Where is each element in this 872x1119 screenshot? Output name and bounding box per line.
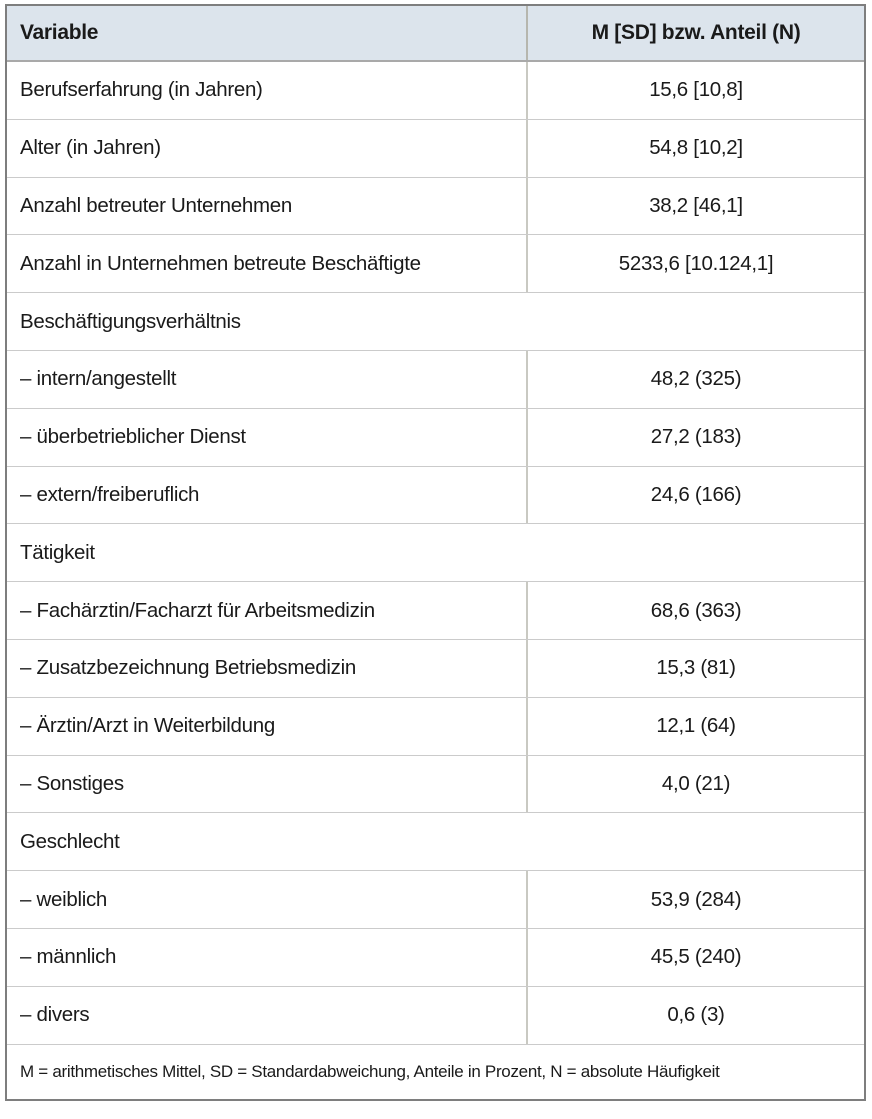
table-row: [7, 120, 864, 178]
row-label: – überbetrieblicher Dienst: [7, 409, 528, 466]
row-label: – extern/freiberuflich: [7, 467, 528, 524]
row-label: – Zusatzbezeichnung Betriebsmedizin: [7, 640, 528, 697]
row-value: 0,6 (3): [667, 1003, 725, 1027]
row-value: 38,2 [46,1]: [649, 193, 743, 217]
row-value: 53,9 (284): [650, 887, 742, 911]
row-label: Tätigkeit: [20, 540, 95, 564]
row-value: 15,3 (81): [656, 656, 736, 680]
table-row: [7, 235, 864, 293]
row-label: Alter (in Jahren): [7, 120, 528, 177]
row-label: Anzahl betreuter Unternehmen: [7, 178, 528, 235]
row-value: 68,6 (363): [650, 598, 742, 622]
row-label: – Ärztin/Arzt in Weiterbildung: [7, 698, 528, 755]
group-header-row: [7, 293, 864, 351]
row-label: Berufserfahrung (in Jahren): [7, 62, 528, 119]
table-row: [7, 987, 864, 1045]
row-label: Geschlecht: [20, 829, 120, 853]
table-row: [7, 640, 864, 698]
row-label: – intern/angestellt: [7, 351, 528, 408]
table-row: [7, 409, 864, 467]
group-header-row: [7, 524, 864, 582]
row-label: Beschäftigungsverhältnis: [20, 309, 241, 333]
table-row: [7, 698, 864, 756]
row-label: Anzahl in Unternehmen betreute Beschäftigte: [7, 235, 528, 292]
table-footnote: M = arithmetisches Mittel, SD = Standardabweichung, Anteile in Prozent, N = absolute Häufigkeit: [20, 1061, 720, 1081]
row-value: 15,6 [10,8]: [649, 78, 743, 102]
row-label: – Sonstiges: [7, 756, 528, 813]
table-row: [7, 756, 864, 814]
row-value: 12,1 (64): [656, 714, 736, 738]
row-label: – divers: [7, 987, 528, 1044]
table-body: [7, 62, 864, 1045]
row-value: 5233,6 [10.124,1]: [618, 251, 774, 275]
table-row: [7, 929, 864, 987]
table-header-row: [7, 6, 864, 62]
row-value: 4,0 (21): [661, 771, 731, 795]
row-label: – männlich: [7, 929, 528, 986]
row-label: – weiblich: [7, 871, 528, 928]
table-row: [7, 351, 864, 409]
descriptive-statistics-table: [5, 4, 866, 1101]
column-header-value: M [SD] bzw. Anteil (N): [591, 21, 801, 44]
column-header-variable: Variable: [7, 6, 528, 60]
group-header-row: [7, 813, 864, 871]
row-value: 45,5 (240): [650, 945, 742, 969]
row-value: 27,2 (183): [650, 425, 742, 449]
row-value: 24,6 (166): [650, 482, 742, 506]
row-label: – Fachärztin/Facharzt für Arbeitsmedizin: [7, 582, 528, 639]
table-row: [7, 871, 864, 929]
table-row: [7, 178, 864, 236]
row-value: 48,2 (325): [650, 367, 742, 391]
table-row: [7, 62, 864, 120]
table-row: [7, 467, 864, 525]
row-value: 54,8 [10,2]: [649, 136, 743, 160]
table-row: [7, 582, 864, 640]
